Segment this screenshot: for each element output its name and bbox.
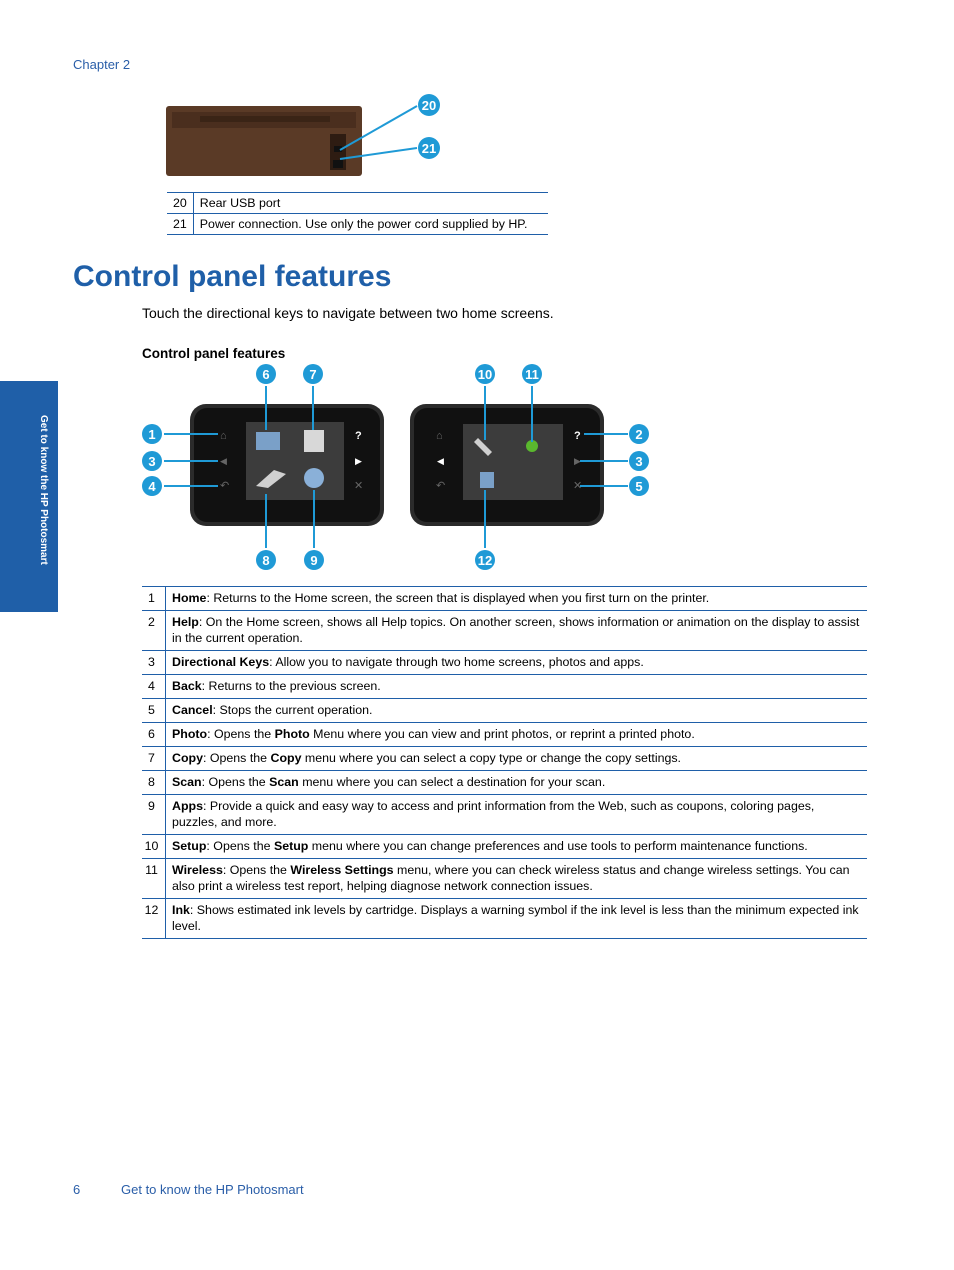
svg-text:9: 9 [310, 553, 318, 568]
callout-8 [256, 550, 276, 570]
left-arrow-icon: ◀ [220, 456, 227, 466]
row-description: Setup: Opens the Setup menu where you can change preferences and use tools to perform maintenance functions. [166, 835, 868, 859]
svg-text:3: 3 [635, 454, 643, 469]
right-screen [463, 424, 563, 500]
row-description: Cancel: Stops the current operation. [166, 699, 868, 723]
row-number: 2 [142, 611, 166, 651]
callout-7 [303, 364, 323, 384]
svg-text:6: 6 [262, 367, 270, 382]
callout-21 [418, 137, 440, 159]
page-number: 6 [73, 1182, 81, 1197]
table-row [142, 859, 867, 899]
row-number: 8 [142, 771, 166, 795]
svg-text:3: 3 [148, 454, 156, 469]
svg-text:12: 12 [477, 553, 493, 568]
table-row [142, 587, 867, 611]
callout-10 [475, 364, 495, 384]
callout-2 [629, 424, 649, 444]
row-description: Apps: Provide a quick and easy way to access and print information from the Web, such as coupons, coloring pages, puzzles, and more. [166, 795, 868, 835]
row-number: 12 [142, 899, 166, 939]
row-description: Copy: Opens the Copy menu where you can select a copy type or change the copy settings. [166, 747, 868, 771]
callout-6 [256, 364, 276, 384]
callout-12 [475, 550, 495, 570]
rear-parts-table [167, 192, 548, 235]
row-number: 10 [142, 835, 166, 859]
power-port [333, 160, 343, 168]
svg-text:2: 2 [635, 427, 643, 442]
callout-5 [629, 476, 649, 496]
row-number: 9 [142, 795, 166, 835]
row-number: 21 [167, 214, 193, 235]
row-number: 20 [167, 193, 193, 214]
callout-1 [142, 424, 162, 444]
left-arrow-icon: ◀ [437, 456, 444, 466]
table-row [142, 771, 867, 795]
chapter-label: Chapter 2 [73, 57, 131, 72]
callout-9 [304, 550, 324, 570]
right-arrow-icon: ▶ [355, 456, 362, 466]
side-tab [0, 381, 58, 612]
right-arrow-icon: ▶ [574, 456, 581, 466]
section-title: Control panel features [73, 260, 392, 293]
svg-text:4: 4 [148, 479, 156, 494]
svg-text:10: 10 [477, 367, 493, 382]
row-description: Home: Returns to the Home screen, the screen that is displayed when you first turn on the printer. [166, 587, 868, 611]
row-number: 6 [142, 723, 166, 747]
row-description: Directional Keys: Allow you to navigate through two home screens, photos and apps. [166, 651, 868, 675]
home-icon: ⌂ [220, 430, 227, 442]
ink-icon [480, 472, 494, 488]
row-number: 5 [142, 699, 166, 723]
table-row [142, 795, 867, 835]
side-tab-label: Get to know the HP Photosmart [38, 415, 49, 565]
table-row [142, 723, 867, 747]
table-row [142, 747, 867, 771]
row-description: Power connection. Use only the power cord supplied by HP. [193, 214, 548, 235]
control-panel-illustration [140, 360, 660, 580]
callout-20 [418, 94, 440, 116]
home-icon: ⌂ [436, 430, 443, 442]
svg-text:20: 20 [421, 98, 437, 113]
row-description: Back: Returns to the previous screen. [166, 675, 868, 699]
row-number: 4 [142, 675, 166, 699]
cancel-icon: ✕ [573, 480, 583, 492]
table-row [142, 835, 867, 859]
callout-3-left [142, 451, 162, 471]
svg-text:5: 5 [635, 479, 643, 494]
callout-3-right [629, 451, 649, 471]
svg-text:11: 11 [525, 367, 539, 382]
copy-icon [304, 430, 324, 452]
table-row [142, 699, 867, 723]
table-row [142, 651, 867, 675]
help-icon: ? [355, 430, 362, 442]
svg-text:7: 7 [309, 367, 317, 382]
help-icon: ? [574, 430, 581, 442]
table-row [142, 675, 867, 699]
row-number: 11 [142, 859, 166, 899]
printer-rear-slot [200, 116, 330, 122]
row-description: Photo: Opens the Photo Menu where you can view and print photos, or reprint a printed photo. [166, 723, 868, 747]
features-table [142, 586, 867, 939]
callout-11 [522, 364, 542, 384]
printer-rear-illustration [160, 90, 450, 185]
svg-text:21: 21 [421, 141, 437, 156]
row-number: 3 [142, 651, 166, 675]
row-description: Rear USB port [193, 193, 548, 214]
table-row [142, 899, 867, 939]
photo-icon [256, 432, 280, 450]
intro-text: Touch the directional keys to navigate between two home screens. [142, 305, 554, 321]
back-icon: ↶ [436, 480, 446, 492]
svg-text:1: 1 [148, 427, 156, 442]
back-icon: ↶ [220, 480, 230, 492]
cancel-icon: ✕ [354, 480, 364, 492]
table-row [142, 611, 867, 651]
row-number: 7 [142, 747, 166, 771]
row-number: 1 [142, 587, 166, 611]
svg-text:8: 8 [262, 553, 270, 568]
table-row [167, 214, 548, 235]
apps-icon [304, 468, 324, 488]
row-description: Scan: Opens the Scan menu where you can select a destination for your scan. [166, 771, 868, 795]
row-description: Ink: Shows estimated ink levels by cartridge. Displays a warning symbol if the ink level is less than the minimum expected ink level. [166, 899, 868, 939]
row-description: Wireless: Opens the Wireless Settings menu, where you can check wireless status and change wireless settings. You can also print a wireless test report, helping diagnose network connection issues. [166, 859, 868, 899]
figure-title: Control panel features [142, 346, 286, 361]
row-description: Help: On the Home screen, shows all Help topics. On another screen, shows information or animation on the display to assist in the current operation. [166, 611, 868, 651]
table-row [167, 193, 548, 214]
footer-text: Get to know the HP Photosmart [121, 1182, 304, 1197]
callout-4 [142, 476, 162, 496]
